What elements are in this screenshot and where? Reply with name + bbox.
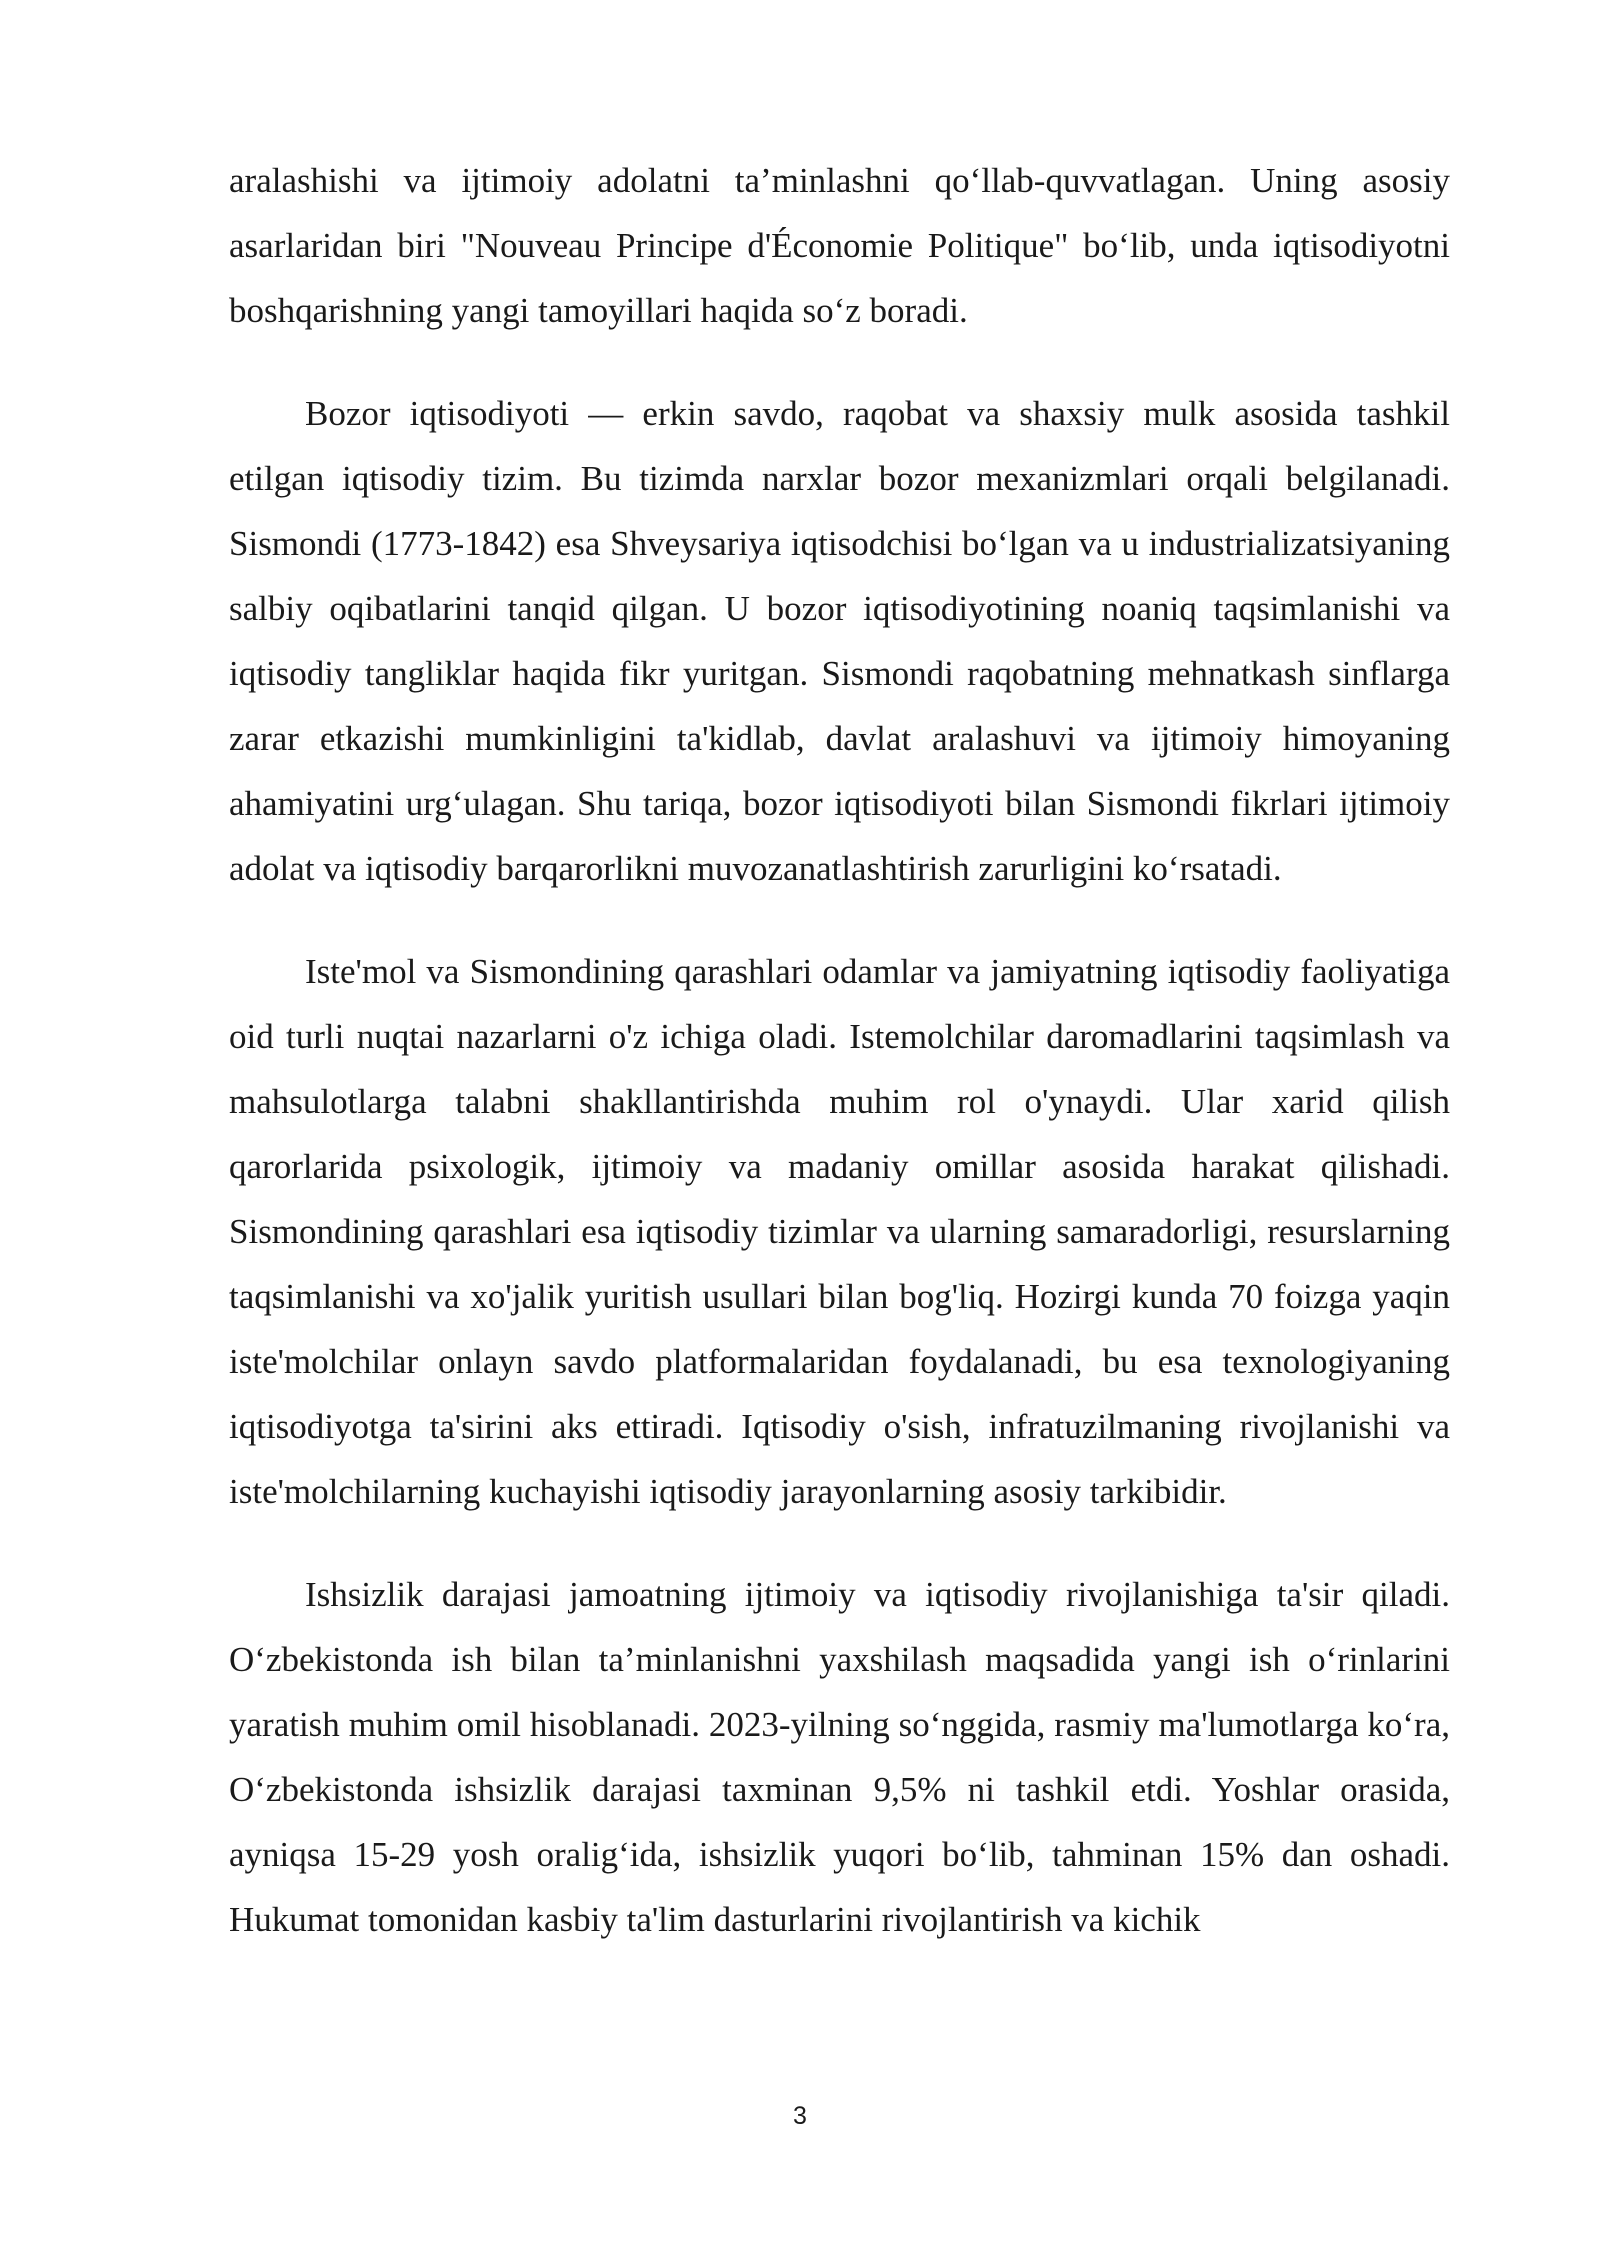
paragraph-istemol: Iste'mol va Sismondining qarashlari odamlar va jamiyatning iqtisodiy faoliyatiga oid turli nuqtai nazarlarni o'z ichiga oladi. Istemolchilar daromadlarini taqsimlash va mahsulotlarga talabni shakllantirishda muhim rol o'ynaydi. Ular xarid qilish qarorlarida psixologik, ijtimoiy va madaniy omillar asosida harakat qilishadi. Sismondining qarashlari esa iqtisodiy tizimlar va ularning samaradorligi, resurslarning taqsimlanishi va xo'jalik yuritish usullari bilan bog'liq. Hozirgi kunda 70 foizga yaqin iste'molchilar onlayn savdo platformalaridan foydalanadi, bu esa texnologiyaning iqtisodiyotga ta'sirini aks ettiradi. Iqtisodiy o'sish, infratuzilmaning rivojlanishi va iste'molchilarning kuchayishi iqtisodiy jarayonlarning asosiy tarkibidir. bbox=[229, 952, 1450, 1511]
page-number: 3 bbox=[793, 2102, 807, 2130]
paragraph-bozor-iqtisodiyoti: Bozor iqtisodiyoti — erkin savdo, raqobat va shaxsiy mulk asosida tashkil etilgan iqtisodiy tizim. Bu tizimda narxlar bozor mexanizmlari orqali belgilanadi. Sismondi (1773-1842) esa Shveysariya iqtisodchisi bo‘lgan va u industrializatsiyaning salbiy oqibatlarini tanqid qilgan. U bozor iqtisodiyotining noaniq taqsimlanishi va iqtisodiy tangliklar haqida fikr yuritgan. Sismondi raqobatning mehnatkash sinflarga zarar etkazishi mumkinligini ta'kidlab, davlat aralashuvi va ijtimoiy himoyaning ahamiyatini urg‘ulagan. Shu tariqa, bozor iqtisodiyoti bilan Sismondi fikrlari ijtimoiy adolat va iqtisodiy barqarorlikni muvozanatlashtirish zarurligini ko‘rsatadi. bbox=[229, 394, 1450, 888]
page-body bbox=[229, 148, 1450, 1990]
paragraph-ishsizlik: Ishsizlik darajasi jamoatning ijtimoiy va iqtisodiy rivojlanishiga ta'sir qiladi. O‘zbekistonda ish bilan ta’minlanishni yaxshilash maqsadida yangi ish o‘rinlarini yaratish muhim omil hisoblanadi. 2023-yilning so‘nggida, rasmiy ma'lumotlarga ko‘ra, O‘zbekistonda ishsizlik darajasi taxminan 9,5% ni tashkil etdi. Yoshlar orasida, ayniqsa 15-29 yosh oralig‘ida, ishsizlik yuqori bo‘lib, tahminan 15% dan oshadi. Hukumat tomonidan kasbiy ta'lim dasturlarini rivojlantirish va kichik bbox=[229, 1575, 1450, 1939]
paragraph-continuation: aralashishi va ijtimoiy adolatni ta’minlashni qo‘llab-quvvatlagan. Uning asosiy asarlaridan biri "Nouveau Principe d'Économie Politique" bo‘lib, unda iqtisodiyotni boshqarishning yangi tamoyillari haqida so‘z boradi. bbox=[229, 161, 1450, 330]
